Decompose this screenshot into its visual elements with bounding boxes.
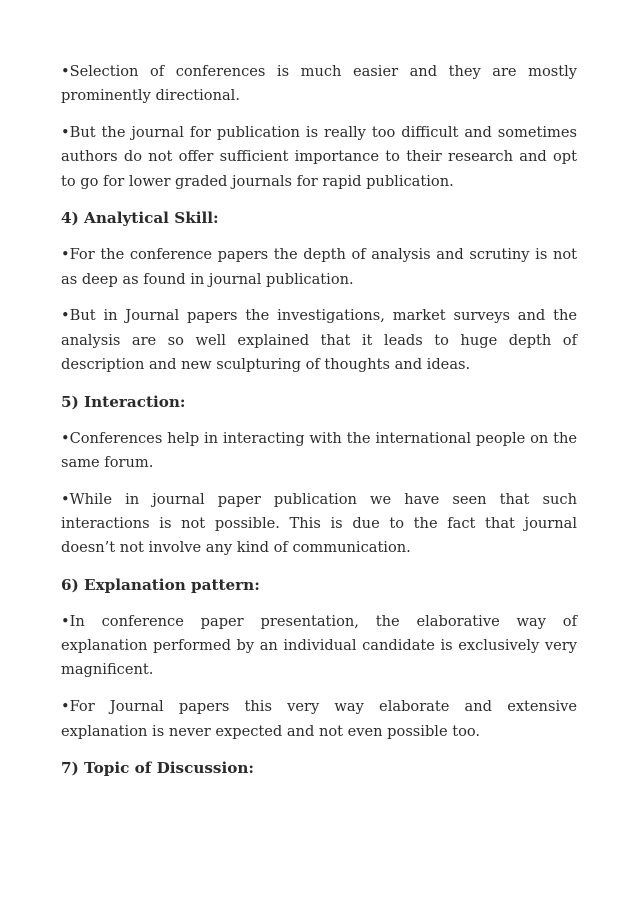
section-heading: 5) Interaction:: [61, 392, 186, 411]
section-heading: 7) Topic of Discussion:: [61, 759, 255, 778]
paragraph: •For Journal papers this very way elaborate and extensive explanation is never expected and not even possible too.: [61, 698, 577, 740]
paragraph: •For the conference papers the depth of analysis and scrutiny is not as deep as found in journal publication.: [61, 246, 577, 288]
paragraph: •But the journal for publication is really too difficult and sometimes authors do not offer sufficient importance to their research and opt to go for lower graded journals for rapid publication.: [61, 124, 577, 190]
paragraph: •In conference paper presentation, the elaborative way of explanation performed by an individual candidate is exclusively very magnificent.: [61, 612, 577, 679]
section-heading: 4) Analytical Skill:: [61, 209, 219, 228]
paragraph: •But in Journal papers the investigations, market surveys and the analysis are so well explained that it leads to huge depth of description and new sculpturing of thoughts and ideas.: [61, 307, 577, 373]
section-heading: 6) Explanation pattern:: [61, 576, 260, 595]
document-page: [61, 60, 577, 793]
paragraph: •Conferences help in interacting with the international people on the same forum.: [61, 429, 577, 471]
paragraph: •Selection of conferences is much easier and they are mostly prominently directional.: [61, 63, 577, 105]
paragraph: •While in journal paper publication we have seen that such interactions is not possible. This is due to the fact that journal doesn’t not involve any kind of communication.: [61, 490, 577, 557]
